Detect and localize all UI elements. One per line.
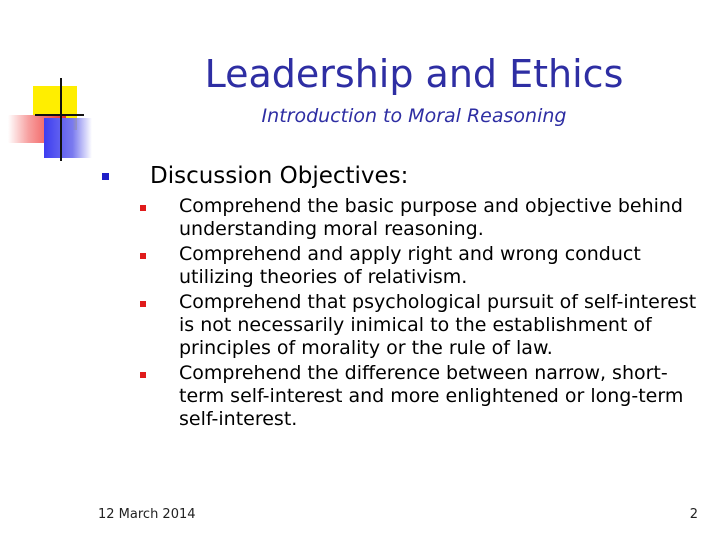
objectives-heading: Discussion Objectives: bbox=[150, 163, 409, 189]
objectives-heading-item bbox=[100, 160, 700, 192]
square-bullet-icon bbox=[102, 173, 109, 180]
objective-text: Comprehend and apply right and wrong conduct utilizing theories of relativism. bbox=[179, 243, 641, 288]
objective-text: Comprehend the basic purpose and objective behind understanding moral reasoning. bbox=[179, 195, 683, 240]
objective-text: Comprehend the difference between narrow, short-term self-interest and more enlightened or long-term self-interest. bbox=[179, 362, 684, 430]
vertical-line bbox=[60, 78, 62, 161]
slide-body bbox=[100, 160, 700, 431]
blue-gradient-square bbox=[44, 118, 92, 158]
square-bullet-icon bbox=[140, 301, 146, 307]
objective-item bbox=[100, 291, 700, 360]
slide-title: Leadership and Ethics bbox=[204, 52, 624, 96]
square-bullet-icon bbox=[140, 372, 146, 378]
page-number: 2 bbox=[689, 507, 698, 522]
horizontal-line bbox=[35, 114, 84, 116]
objective-text: Comprehend that psychological pursuit of self-interest is not necessarily inimical to the establishment of principles of morality or the rule of law. bbox=[179, 291, 697, 359]
square-bullet-icon bbox=[140, 205, 146, 211]
footer-date: 12 March 2014 bbox=[98, 507, 196, 522]
objective-item bbox=[100, 243, 700, 289]
square-bullet-icon bbox=[140, 253, 146, 259]
objective-item bbox=[100, 195, 700, 241]
slide-subtitle: Introduction to Moral Reasoning bbox=[261, 105, 567, 127]
objective-item bbox=[100, 362, 700, 431]
